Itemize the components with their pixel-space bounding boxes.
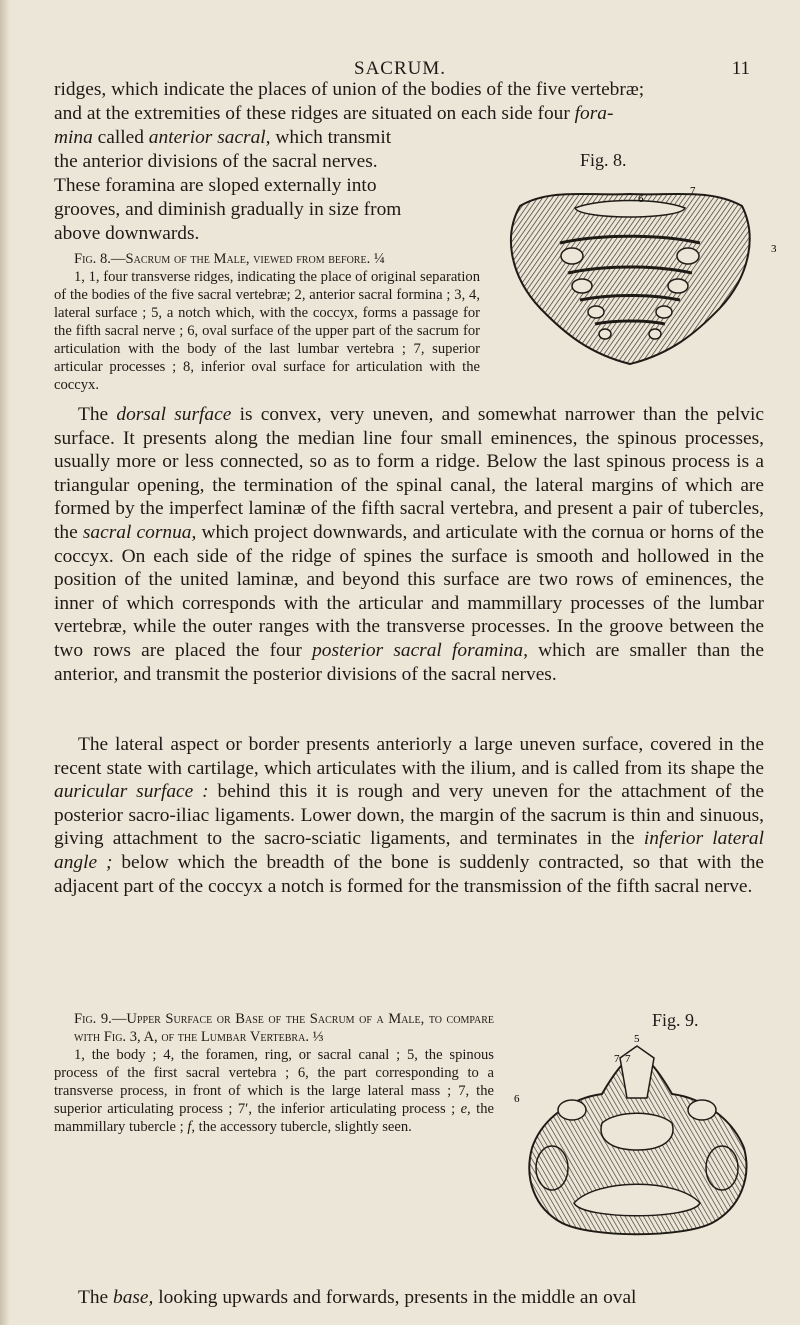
intro-line-3-emphasis-a: mina <box>54 127 93 148</box>
base-text-b: looking upwards and forwards, presents in the middle an oval <box>153 1287 637 1308</box>
intro-line-3-emphasis-b: anterior sacral, <box>148 127 271 148</box>
figure-9-number-7a: 7 <box>614 1053 620 1065</box>
figure-8-number-7: 7 <box>690 185 696 197</box>
lateral-text-a: The lateral aspect or border presents anteriorly a large uneven surface, covered in the recent state with cartilage, which articulates with the ilium, and is called from its shape the <box>54 734 764 779</box>
lateral-term-inferior-lateral-angle: inferior lateral angle ; <box>54 828 764 873</box>
figure-9-caption-body-c: the accessory tubercle, slightly seen. <box>195 1119 412 1135</box>
intro-line-3-text-a: called <box>92 127 149 148</box>
figure-8-caption-body: 1, 1, four transverse ridges, indicating the place of original separation of the bodies of the five sacral vertebræ; 2, anterior sacral formina ; 3, 4, lateral surface ; 5, a notch which, with the coccyx, forms a passage for the fifth sacral nerve ; 6, oval surface of the upper part of the sacrum for articulation with the body of the last lumbar vertebra ; 7, superior articular processes ; 8, inferior oval surface for articulation with the coccyx. <box>54 269 480 393</box>
base-term-base: base, <box>113 1287 154 1308</box>
dorsal-text-d: which are smaller than the anterior, and transmit the posterior divisions of the sacral nerves. <box>54 639 764 685</box>
figure-9-caption <box>54 1010 494 1136</box>
page-number: 11 <box>731 58 750 79</box>
dorsal-text-b: is convex, very uneven, and somewhat narrower than the pelvic surface. It presents along the median line four small eminences, the spinous processes, usually more or less connected, so as to form a ridge. Below the last spinous process is a triangular opening, the termination of the spinal canal, the lateral margins of which are formed by the imperfect laminæ of the fifth sacral vertebra, and present a pair of tubercles, the <box>54 404 764 543</box>
intro-line-3-text-b: which transmit <box>270 127 392 148</box>
figure-8-caption-title: Fig. 8.—Sacrum of the Male, viewed from before. <box>74 251 371 267</box>
figure-9-caption-label-f: f, <box>187 1119 196 1135</box>
intro-line-2 <box>54 102 760 126</box>
figure-8-caption <box>54 250 480 394</box>
intro-line-6: grooves, and diminish gradually in size from <box>54 199 402 220</box>
figure-9-number-5: 5 <box>634 1033 640 1045</box>
lateral-text-b: behind this it is rough and very uneven for the attachment of the posterior sacro-iliac ligaments. Lower down, the margin of the sacrum is thin and sinuous, giving attachment to the sacro-sciatic ligaments, and terminates in the <box>54 781 764 850</box>
intro-line-7: above downwards. <box>54 223 200 244</box>
figure-8-number-6: 6 <box>638 193 644 205</box>
running-head: SACRUM. <box>354 58 446 79</box>
lateral-term-auricular-surface: auricular surface : <box>54 781 209 803</box>
figure-8-number-3: 3 <box>771 243 777 255</box>
figure-9-caption-body-b: the mammillary tubercle ; <box>54 1101 494 1135</box>
dorsal-text-a: The <box>78 404 117 425</box>
intro-line-4: the anterior divisions of the sacral nerves. <box>54 151 378 172</box>
figure-8-caption-scale: ¼ <box>373 251 385 267</box>
figure-9-caption-label-e: e, <box>460 1101 471 1117</box>
figure-8-caption-title-line <box>54 250 480 268</box>
dorsal-surface-paragraph <box>54 403 764 686</box>
intro-line-2-text: and at the extremities of these ridges are situated on each side four <box>54 103 575 124</box>
intro-line-2-emphasis: fora- <box>574 103 614 124</box>
figure-8-sacrum-illustration <box>480 168 780 368</box>
base-text-a: The <box>78 1287 113 1308</box>
figure-9-sacrum-base-illustration <box>502 1028 772 1248</box>
figure-9-label: Fig. 9. <box>652 1010 699 1030</box>
dorsal-term-dorsal-surface: dorsal surface <box>116 404 232 425</box>
intro-line-1: ridges, which indicate the places of union of the bodies of the five vertebræ; <box>54 79 645 100</box>
figure-9-caption-title: Fig. 9.—Upper Surface or Base of the Sacrum of a Male, to compare with Fig. 3, A, of the Lumbar Vertebra. <box>74 1011 494 1045</box>
intro-line-5: These foramina are sloped externally into <box>54 175 377 196</box>
figure-9-caption-body-a: 1, the body ; 4, the foramen, ring, or sacral canal ; 5, the spinous process of the first sacral vertebra ; 6, the part corresponding to a transverse process, in front of which is the large lateral mass ; 7, the superior articulating process ; 7′, the inferior articulating process ; <box>54 1047 494 1117</box>
dorsal-text-c: which project downwards, and articulate with the cornua or horns of the coccyx. On each side of the ridge of spines the surface is smooth and hollowed in the position of the united laminæ, and beyond this surface are two rows of eminences, the inner of which corresponds with the articular and mammillary processes of the lumbar vertebræ, while the outer ranges with the transverse processes. In the groove between the two rows are placed the four <box>54 521 764 661</box>
lateral-aspect-paragraph <box>54 733 764 898</box>
lateral-text-c: below which the breadth of the bone is suddenly contracted, so that with the adjacent part of the coccyx a notch is formed for the transmission of the fifth sacral nerve. <box>54 851 765 897</box>
base-paragraph <box>54 1286 764 1310</box>
figure-8-label: Fig. 8. <box>580 150 627 170</box>
figure-9-caption-scale: ⅓ <box>312 1029 324 1045</box>
figure-9-caption-body <box>54 1046 494 1136</box>
figure-9-caption-title-line <box>54 1010 494 1046</box>
dorsal-term-sacral-cornua: sacral cornua, <box>82 521 197 543</box>
figure-9-number-7b: 7 <box>625 1053 631 1065</box>
intro-line-3 <box>54 126 474 150</box>
dorsal-term-posterior-sacral-foramina: posterior sacral foramina, <box>312 639 528 661</box>
figure-9-number-6: 6 <box>514 1093 520 1105</box>
page-gutter-shadow <box>0 0 10 1325</box>
